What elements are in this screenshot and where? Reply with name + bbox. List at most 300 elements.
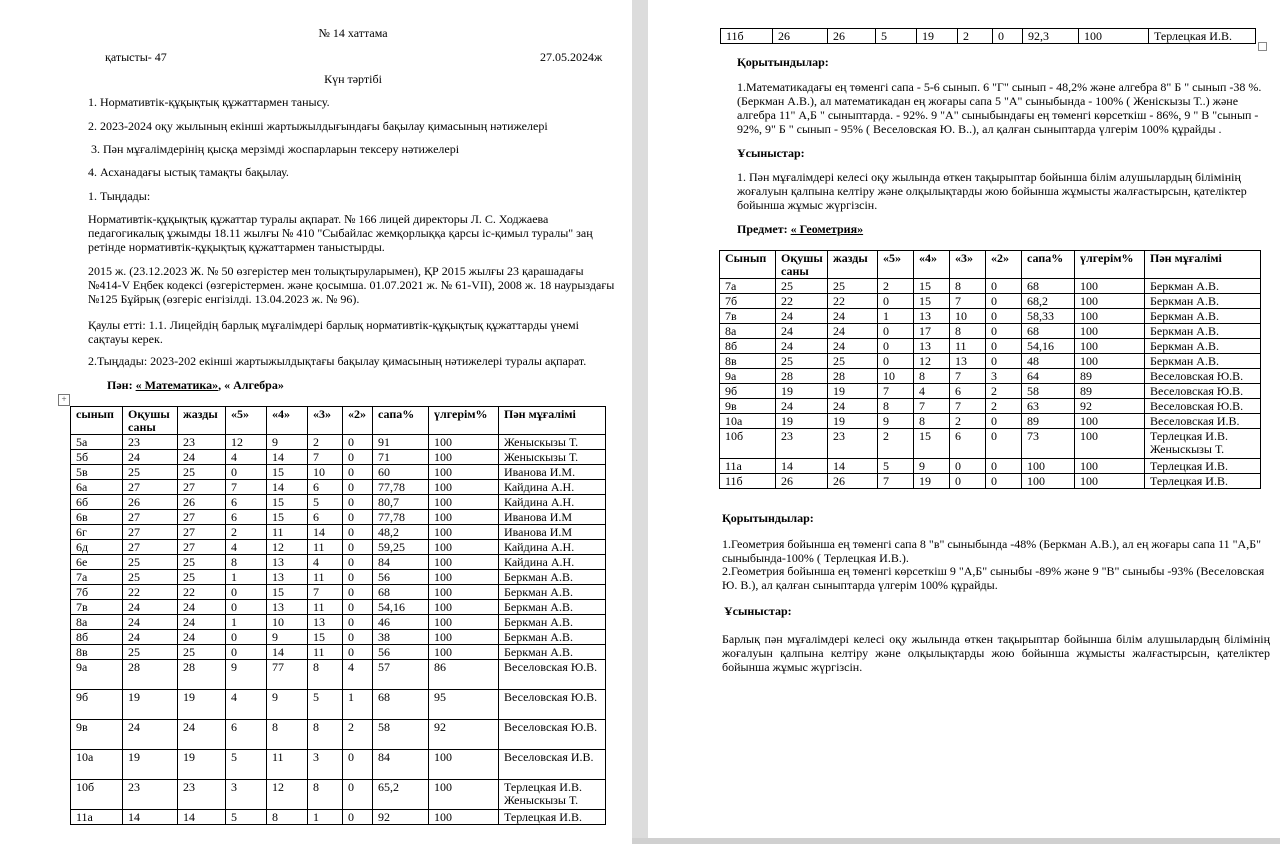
table-cell: 8б <box>71 630 123 645</box>
table-cell: 24 <box>178 615 226 630</box>
table-row <box>720 399 1261 414</box>
table-cell: 59,25 <box>373 540 429 555</box>
table-cell: 25 <box>776 279 828 294</box>
table-cell: 100 <box>1075 459 1145 474</box>
table-cell: 0 <box>343 495 373 510</box>
table-cell: Беркман А.В. <box>499 615 606 630</box>
table-cell: 10 <box>267 615 308 630</box>
table-cell: 0 <box>986 414 1022 429</box>
table-cell: 5 <box>876 29 917 44</box>
table-cell: 48 <box>1022 354 1075 369</box>
table-cell: Терлецкая И.В. <box>1145 459 1261 474</box>
table-cell: 100 <box>429 480 499 495</box>
table-row <box>71 600 606 615</box>
table-cell: 24 <box>828 339 878 354</box>
table-cell: 11 <box>308 600 343 615</box>
table-cell: 24 <box>828 309 878 324</box>
table-cell: 0 <box>950 459 986 474</box>
table-cell: 26 <box>828 29 876 44</box>
table-cell: 89 <box>1022 414 1075 429</box>
table-cell: 15 <box>267 510 308 525</box>
paragraph-laws: 2015 ж. (23.12.2023 Ж. № 50 өзгерістер мен толықтыруларымен), ҚР 2015 жылғы 23 қарашадағы №414-V Еңбек кодексі (өзгерістермен. және қосымша. 01.07.2021 ж. № 61-VII), 2008 ж. 18 наурыздағы №125 Бұйрық (өзгеріс енгізілді. 13.04.2023 ж. № 96). <box>88 264 615 306</box>
table-cell: 1 <box>343 690 373 720</box>
table-cell: 6 <box>950 429 986 459</box>
table-cell: 19 <box>828 414 878 429</box>
table-cell: Веселовская Ю.В. <box>499 660 606 690</box>
table-cell: 0 <box>343 645 373 660</box>
table-cell: 1 <box>878 309 914 324</box>
table-cell: 0 <box>343 435 373 450</box>
table-cell: 24 <box>776 339 828 354</box>
table-cell: 15 <box>267 585 308 600</box>
table-row <box>71 525 606 540</box>
table-cell: 8 <box>878 399 914 414</box>
table-cell: 25 <box>178 555 226 570</box>
heard-1: 1. Тыңдады: <box>88 189 151 203</box>
table-cell: 0 <box>343 570 373 585</box>
table-cell: 11 <box>267 750 308 780</box>
table-cell: 7а <box>720 279 776 294</box>
table-cell: 13 <box>950 354 986 369</box>
column-header: «5» <box>878 251 914 279</box>
table-cell: 26 <box>123 495 178 510</box>
table-cell: 23 <box>178 435 226 450</box>
table-row <box>71 510 606 525</box>
table-cell: 0 <box>226 465 267 480</box>
table-cell: 15 <box>914 429 950 459</box>
table-cell: 24 <box>178 720 226 750</box>
table-cell: 100 <box>1075 324 1145 339</box>
table-cell: 100 <box>429 750 499 780</box>
table-cell: Веселовская Ю.В. <box>1145 384 1261 399</box>
table-cell: 8а <box>720 324 776 339</box>
table-cell: 25 <box>123 465 178 480</box>
table-cell: 14 <box>267 645 308 660</box>
table-cell: 19 <box>178 690 226 720</box>
table-cell: 13 <box>914 309 950 324</box>
table-cell: 24 <box>178 630 226 645</box>
table-cell: 100 <box>429 585 499 600</box>
table-cell: 0 <box>343 780 373 810</box>
subject-prefix: Предмет: <box>737 222 791 236</box>
table-row <box>71 720 606 750</box>
table-cell: 26 <box>773 29 828 44</box>
table-cell: 0 <box>986 429 1022 459</box>
conclusions-title: Қорытындылар: <box>737 55 829 69</box>
table-row <box>720 414 1261 429</box>
table-cell: 0 <box>343 555 373 570</box>
table-row <box>720 369 1261 384</box>
column-header: Пән мұғалімі <box>1145 251 1261 279</box>
math-results-table <box>70 406 606 825</box>
table-cell: 68 <box>1022 324 1075 339</box>
document-page-left <box>0 0 632 844</box>
table-cell: 0 <box>226 600 267 615</box>
table-cell: 8 <box>950 279 986 294</box>
table-cell: 0 <box>343 480 373 495</box>
table-cell: 6 <box>226 720 267 750</box>
table-cell: 2 <box>986 399 1022 414</box>
table-cell: 19 <box>123 690 178 720</box>
table-cell: 23 <box>776 429 828 459</box>
table-cell: 0 <box>993 29 1023 44</box>
table-cell: 8 <box>308 780 343 810</box>
table-cell: Беркман А.В. <box>499 585 606 600</box>
table-cell: 22 <box>776 294 828 309</box>
table-cell: 4 <box>226 540 267 555</box>
table-cell: 23 <box>123 435 178 450</box>
agenda-item: 3. Пән мұғалімдерінің қысқа мерзімді жоспарларын тексеру нәтижелері <box>88 142 460 156</box>
table-cell: 5 <box>226 810 267 825</box>
table-cell: Беркман А.В. <box>1145 279 1261 294</box>
conclusions-text: 1.Геометрия бойынша ең төменгі сапа 8 "в" сыныбында -48% (Беркман А.В.), ал ең жоғары сапа 11 "А,Б" сыныбында-100% ( Терлецкая И.В.). <box>722 537 1262 565</box>
table-cell: 9 <box>914 459 950 474</box>
table-cell: 25 <box>178 570 226 585</box>
table-cell: 0 <box>986 474 1022 489</box>
table-cell: 11б <box>720 474 776 489</box>
table-cell: 7 <box>950 399 986 414</box>
table-cell: 56 <box>373 570 429 585</box>
column-header: үлгерім% <box>429 407 499 435</box>
table-cell: 24 <box>123 720 178 750</box>
table-cell: 0 <box>986 324 1022 339</box>
table-cell: 6б <box>71 495 123 510</box>
recommendations-text: Барлық пән мұғалімдері келесі оқу жылында өткен тақырыптар бойынша білім алушылардың білімінің жоғалуын қалпына келтіру және олқылықтарды жою бойынша жұмысты жалғастырсын, қателіктер бойынша жұмыс жүргізсін. <box>722 632 1270 674</box>
table-cell: 9 <box>878 414 914 429</box>
table-cell: 100 <box>429 645 499 660</box>
table-cell: 24 <box>123 600 178 615</box>
table-cell: 15 <box>267 495 308 510</box>
table-cell: 9б <box>71 690 123 720</box>
table-cell: 92,3 <box>1023 29 1079 44</box>
table-cell: 46 <box>373 615 429 630</box>
table-cell: 19 <box>123 750 178 780</box>
table-cell: 14 <box>776 459 828 474</box>
table-cell: Беркман А.В. <box>1145 354 1261 369</box>
table-cell: 8 <box>308 720 343 750</box>
protocol-title: № 14 хаттама <box>318 26 388 40</box>
recommendations-title: Ұсыныстар: <box>737 146 805 160</box>
column-header: сапа% <box>373 407 429 435</box>
table-row <box>720 339 1261 354</box>
table-cell: 7 <box>878 474 914 489</box>
column-header: Сынып <box>720 251 776 279</box>
table-row <box>71 435 606 450</box>
table-cell: 0 <box>878 354 914 369</box>
table-cell: 11б <box>721 29 773 44</box>
table-cell: 100 <box>1075 474 1145 489</box>
table-cell: 56 <box>373 645 429 660</box>
table-cell: 48,2 <box>373 525 429 540</box>
table-cell: 10б <box>71 780 123 810</box>
table-cell: 91 <box>373 435 429 450</box>
table-cell: 8в <box>71 645 123 660</box>
table-cell: 58 <box>373 720 429 750</box>
table-cell: 19 <box>917 29 958 44</box>
table-cell: 100 <box>429 540 499 555</box>
table-cell: 2 <box>958 29 993 44</box>
table-cell: 63 <box>1022 399 1075 414</box>
table-cell: 100 <box>1079 29 1149 44</box>
table-cell: Веселовская Ю.В. <box>499 720 606 750</box>
table-cell: 11 <box>267 525 308 540</box>
table-cell: Терлецкая И.В. Женыскызы Т. <box>499 780 606 810</box>
table-cell: 19 <box>776 414 828 429</box>
table-cell: 92 <box>373 810 429 825</box>
agenda-item: 2. 2023-2024 оқу жылының екінші жартыжылдығындағы бақылау қимасының нәтижелері <box>88 119 548 133</box>
table-cell: 2 <box>950 414 986 429</box>
table-cell: Беркман А.В. <box>499 600 606 615</box>
table-cell: 0 <box>878 324 914 339</box>
table-cell: Женыскызы Т. <box>499 450 606 465</box>
table-cell: 8а <box>71 615 123 630</box>
table-cell: 2 <box>986 384 1022 399</box>
table-cell: 24 <box>828 324 878 339</box>
table-cell: 100 <box>1075 354 1145 369</box>
table-cell: 4 <box>343 660 373 690</box>
table-cell: 10а <box>71 750 123 780</box>
table-cell: 24 <box>178 600 226 615</box>
table-cell: 8б <box>720 339 776 354</box>
table-cell: 6 <box>226 495 267 510</box>
table-cell: 25 <box>178 465 226 480</box>
table-cell: 100 <box>429 495 499 510</box>
table-cell: 3 <box>226 780 267 810</box>
recommendations-title: Ұсыныстар: <box>724 604 792 618</box>
table-cell: Беркман А.В. <box>499 630 606 645</box>
table-cell: 11 <box>308 570 343 585</box>
column-header: Оқушы саны <box>123 407 178 435</box>
table-cell: 0 <box>986 354 1022 369</box>
column-header: «5» <box>226 407 267 435</box>
table-row <box>71 480 606 495</box>
table-cell: 2 <box>308 435 343 450</box>
agenda-item: 4. Асханадағы ыстық тамақты бақылау. <box>88 165 289 179</box>
table-cell: 24 <box>776 399 828 414</box>
table-cell: 100 <box>429 810 499 825</box>
table-cell: 27 <box>178 480 226 495</box>
table-cell: 9 <box>267 630 308 645</box>
table-cell: 11а <box>71 810 123 825</box>
geometry-results-table <box>719 250 1261 489</box>
table-cell: Беркман А.В. <box>1145 309 1261 324</box>
table-cell: 0 <box>343 540 373 555</box>
table-cell: 6 <box>308 510 343 525</box>
table-cell: 7а <box>71 570 123 585</box>
table-cell: 6г <box>71 525 123 540</box>
table-cell: 12 <box>267 780 308 810</box>
table-cell: 19 <box>776 384 828 399</box>
table-cell: 71 <box>373 450 429 465</box>
decision: Қаулы етті: 1.1. Лицейдің барлық мұғалімдері барлық нормативтік-құқықтық құжаттарды үнемі сақтауы керек. <box>88 318 579 346</box>
table-move-handle-icon[interactable]: + <box>58 394 70 406</box>
table-cell: 27 <box>178 510 226 525</box>
table-cell: 27 <box>123 510 178 525</box>
table-cell: 68 <box>373 690 429 720</box>
table-resize-handle-icon[interactable] <box>1258 42 1267 51</box>
table-cell: Женыскызы Т. <box>499 435 606 450</box>
table-cell: 54,16 <box>1022 339 1075 354</box>
table-cell: 84 <box>373 750 429 780</box>
table-cell: 9а <box>720 369 776 384</box>
table-cell: 9 <box>226 660 267 690</box>
table-cell: 3 <box>308 750 343 780</box>
table-cell: 5 <box>878 459 914 474</box>
table-cell: Кайдина А.Н. <box>499 540 606 555</box>
table-cell: 5в <box>71 465 123 480</box>
table-cell: 10 <box>308 465 343 480</box>
column-header: Пән мұғалімі <box>499 407 606 435</box>
table-row <box>71 465 606 480</box>
table-cell: 0 <box>878 294 914 309</box>
column-header: «4» <box>267 407 308 435</box>
table-cell: 8 <box>950 324 986 339</box>
table-row <box>71 495 606 510</box>
table-cell: Веселовская Ю.В. <box>1145 369 1261 384</box>
subject-algebra: , « Алгебра» <box>218 378 284 392</box>
table-cell: 9б <box>720 384 776 399</box>
table-cell: 0 <box>986 279 1022 294</box>
protocol-date: 27.05.2024ж <box>540 50 603 64</box>
table-cell: 58 <box>1022 384 1075 399</box>
table-cell: 6д <box>71 540 123 555</box>
table-cell: 14 <box>123 810 178 825</box>
table-cell: 1 <box>226 615 267 630</box>
table-cell: 0 <box>878 339 914 354</box>
table-cell: 22 <box>828 294 878 309</box>
agenda-item: 1. Нормативтік-құқықтық құжаттармен танысу. <box>88 95 330 109</box>
table-cell: 0 <box>343 450 373 465</box>
table-cell: 1 <box>308 810 343 825</box>
subject-geometry: « Геометрия» <box>790 222 864 236</box>
table-cell: Беркман А.В. <box>1145 324 1261 339</box>
table-cell: 0 <box>343 615 373 630</box>
table-cell: 15 <box>914 279 950 294</box>
subject-heading-geometry <box>737 222 863 236</box>
table-cell: 100 <box>429 465 499 480</box>
subject-prefix: Пән: <box>107 378 136 392</box>
attendance: қатысты- 47 <box>105 50 167 64</box>
table-cell: 68 <box>1022 279 1075 294</box>
table-cell: 5б <box>71 450 123 465</box>
table-cell: 0 <box>226 630 267 645</box>
table-cell: 10 <box>878 369 914 384</box>
table-cell: 14 <box>828 459 878 474</box>
table-row <box>720 459 1261 474</box>
table-cell: 11 <box>308 540 343 555</box>
table-cell: 25 <box>178 645 226 660</box>
table-cell: 89 <box>1075 384 1145 399</box>
table-cell: Веселовская Ю.В. <box>1145 399 1261 414</box>
table-cell: 8 <box>226 555 267 570</box>
table-cell: 65,2 <box>373 780 429 810</box>
table-cell: 0 <box>986 459 1022 474</box>
table-cell: 27 <box>123 480 178 495</box>
table-cell: 26 <box>776 474 828 489</box>
table-cell: Терлецкая И.В. <box>1149 29 1256 44</box>
table-cell: 0 <box>343 810 373 825</box>
table-cell: 57 <box>373 660 429 690</box>
table-cell: 100 <box>429 780 499 810</box>
column-header: «4» <box>914 251 950 279</box>
table-cell: 9 <box>267 435 308 450</box>
conclusions-text: 1.Математикадағы ең төменгі сапа - 5-6 сынып. 6 "Г" сынып - 48,2% және алгебра 8" Б " сынып -38 %. (Беркман А.В.), ал математикадан ең жоғары сапа 5 "А" сыныбында - 100% ( Женіскызы Т..) және алгебра 11" А,Б " сыныптарда. - 92%. 9 "А" сыныбындағы ең төменгі көрсеткіш - 86%, 9 " В "сынып - 92%, 9" Б " сынып - 95% ( Веселовская Ю. В..), ал қалған сыныптарда үлгерім 100% құрайды . <box>737 80 1262 136</box>
table-cell: 19 <box>178 750 226 780</box>
table-cell: 92 <box>429 720 499 750</box>
table-cell: 95 <box>429 690 499 720</box>
table-cell: 13 <box>267 555 308 570</box>
table-cell: 5 <box>308 495 343 510</box>
table-cell: 11 <box>950 339 986 354</box>
table-cell: 100 <box>429 510 499 525</box>
table-cell: 4 <box>226 690 267 720</box>
table-cell: 15 <box>914 294 950 309</box>
table-cell: 28 <box>776 369 828 384</box>
table-cell: 24 <box>123 615 178 630</box>
table-cell: 8 <box>308 660 343 690</box>
table-header-row <box>720 251 1261 279</box>
table-row <box>71 780 606 810</box>
column-header: үлгерім% <box>1075 251 1145 279</box>
table-cell: 12 <box>267 540 308 555</box>
table-cell: 5а <box>71 435 123 450</box>
table-cell: 13 <box>267 570 308 585</box>
table-cell: 24 <box>828 399 878 414</box>
table-cell: 64 <box>1022 369 1075 384</box>
table-cell: Терлецкая И.В. Женыскызы Т. <box>1145 429 1261 459</box>
table-cell: 100 <box>429 450 499 465</box>
table-row <box>71 810 606 825</box>
table-row <box>720 279 1261 294</box>
table-cell: 22 <box>178 585 226 600</box>
table-cell: Иванова И.М. <box>499 465 606 480</box>
table-cell: 7 <box>950 369 986 384</box>
table-cell: 77,78 <box>373 480 429 495</box>
table-cell: 100 <box>1075 279 1145 294</box>
table-cell: 0 <box>343 750 373 780</box>
table-cell: 100 <box>429 615 499 630</box>
table-cell: 10а <box>720 414 776 429</box>
table-cell: Кайдина А.Н. <box>499 495 606 510</box>
table-cell: Кайдина А.Н. <box>499 555 606 570</box>
table-cell: 4 <box>308 555 343 570</box>
subject-heading-math <box>107 378 284 392</box>
table-cell: 24 <box>123 450 178 465</box>
table-cell: 0 <box>986 309 1022 324</box>
table-row <box>720 309 1261 324</box>
table-row <box>71 555 606 570</box>
table-cell: 25 <box>123 555 178 570</box>
table-cell: Терлецкая И.В. <box>1145 474 1261 489</box>
table-cell: 0 <box>226 585 267 600</box>
table-cell: 5 <box>226 750 267 780</box>
table-cell: 7 <box>308 450 343 465</box>
table-cell: 0 <box>343 465 373 480</box>
table-cell: 0 <box>343 630 373 645</box>
table-cell: 60 <box>373 465 429 480</box>
table-cell: 8 <box>914 414 950 429</box>
table-cell: 7б <box>71 585 123 600</box>
subject-math: « Математика» <box>135 378 219 392</box>
table-cell: 0 <box>343 585 373 600</box>
table-cell: Веселовская И.В. <box>499 750 606 780</box>
table-cell: 2 <box>226 525 267 540</box>
table-cell: 38 <box>373 630 429 645</box>
table-cell: 4 <box>914 384 950 399</box>
table-cell: Веселовская И.В. <box>1145 414 1261 429</box>
table-cell: 11 <box>308 645 343 660</box>
table-cell: 12 <box>226 435 267 450</box>
